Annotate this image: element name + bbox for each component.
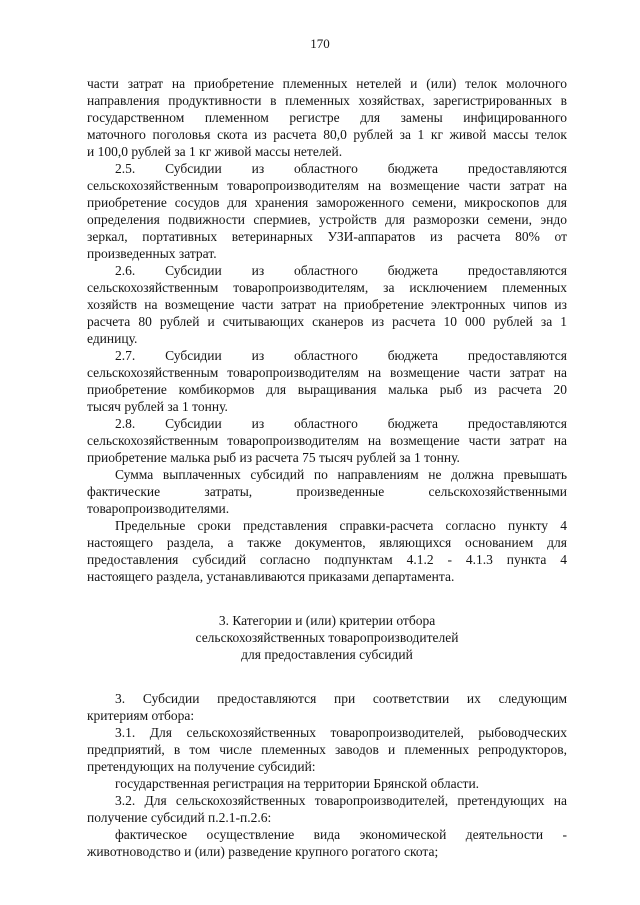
text-line: претендующих на получение субсидий:	[87, 759, 316, 774]
text-line: фактическое осуществление вида экономической деятельности -	[115, 827, 567, 842]
text-line: маточного поголовья скота из расчета 80,0 рублей за 1 кг живой массы телок	[87, 127, 567, 142]
text-line: приобретение комбикормов для выращивания малька рыб из расчета 20	[87, 382, 567, 397]
text-line: предоставления субсидий согласно подпунктам 4.1.2 - 4.1.3 пункта 4	[87, 552, 567, 567]
text-line: произведенных затрат.	[87, 246, 217, 261]
text-line: и 100,0 рублей за 1 кг живой массы нетелей.	[87, 144, 343, 159]
text-line: направления продуктивности в племенных хозяйствах, зарегистрированных в	[87, 93, 567, 108]
text-line: Сумма выплаченных субсидий по направлениям не должна превышать	[115, 467, 567, 482]
section-heading: сельскохозяйственных товаропроизводителей	[195, 630, 459, 645]
text-line: расчета 80 рублей и считывающих сканеров из расчета 10 000 рублей за 1	[87, 314, 567, 329]
text-line: 3. Субсидии предоставляются при соответствии их следующим	[115, 691, 567, 706]
text-line: товаропроизводителями.	[87, 501, 230, 516]
section-heading: 3. Категории и (или) критерии отбора	[218, 613, 436, 628]
text-line: зеркал, портативных ветеринарных УЗИ-аппаратов из расчета 80% от	[87, 229, 567, 244]
text-line: хозяйств на возмещение части затрат на приобретение электронных чипов из	[87, 297, 567, 312]
text-line: государственная регистрация на территории Брянской области.	[115, 776, 480, 791]
text-line: государственном племенном регистре для замены инфицированного	[87, 110, 567, 125]
text-line: настоящего раздела, а также документов, являющихся основанием для	[87, 535, 567, 550]
text-line: 3.1. Для сельскохозяйственных товаропроизводителей, рыбоводческих	[115, 725, 567, 740]
text-line: сельскохозяйственным товаропроизводителям на возмещение части затрат на	[87, 365, 567, 380]
text-line: 2.6. Субсидии из областного бюджета предоставляются	[115, 263, 567, 278]
text-line: критериям отбора:	[87, 708, 195, 723]
text-line: 2.8. Субсидии из областного бюджета предоставляются	[115, 416, 567, 431]
text-line: животноводство и (или) разведение крупного рогатого скота;	[87, 844, 439, 859]
text-line: единицу.	[87, 331, 138, 346]
document-body	[87, 75, 567, 860]
text-line: фактические затраты, произведенные сельскохозяйственными	[87, 484, 567, 499]
page-number: 170	[310, 36, 330, 51]
text-line: предприятий, в том числе племенных заводов и племенных репродукторов,	[87, 742, 567, 757]
text-line: Предельные сроки представления справки-расчета согласно пункту 4	[115, 518, 567, 533]
text-line: определения подвижности спермиев, устройств для разморозки семени, эндо	[87, 212, 567, 227]
text-line: части затрат на приобретение племенных нетелей и (или) телок молочного	[87, 76, 567, 91]
text-line: настоящего раздела, устанавливаются приказами департамента.	[87, 569, 455, 584]
text-line: получение субсидий п.2.1-п.2.6:	[87, 810, 272, 825]
text-line: приобретение малька рыб из расчета 75 тысяч рублей за 1 тонну.	[87, 450, 460, 465]
text-line: тысяч рублей за 1 тонну.	[87, 399, 228, 414]
text-line: сельскохозяйственным товаропроизводителям на возмещение части затрат на	[87, 178, 567, 193]
text-line: 2.7. Субсидии из областного бюджета предоставляются	[115, 348, 567, 363]
text-line: 3.2. Для сельскохозяйственных товаропроизводителей, претендующих на	[115, 793, 567, 808]
text-line: сельскохозяйственным товаропроизводителям, за исключением племенных	[87, 280, 567, 295]
text-line: сельскохозяйственным товаропроизводителям на возмещение части затрат на	[87, 433, 567, 448]
text-line: приобретение сосудов для хранения замороженного семени, микроскопов для	[87, 195, 567, 210]
section-heading: для предоставления субсидий	[241, 647, 413, 662]
text-line: 2.5. Субсидии из областного бюджета предоставляются	[115, 161, 567, 176]
